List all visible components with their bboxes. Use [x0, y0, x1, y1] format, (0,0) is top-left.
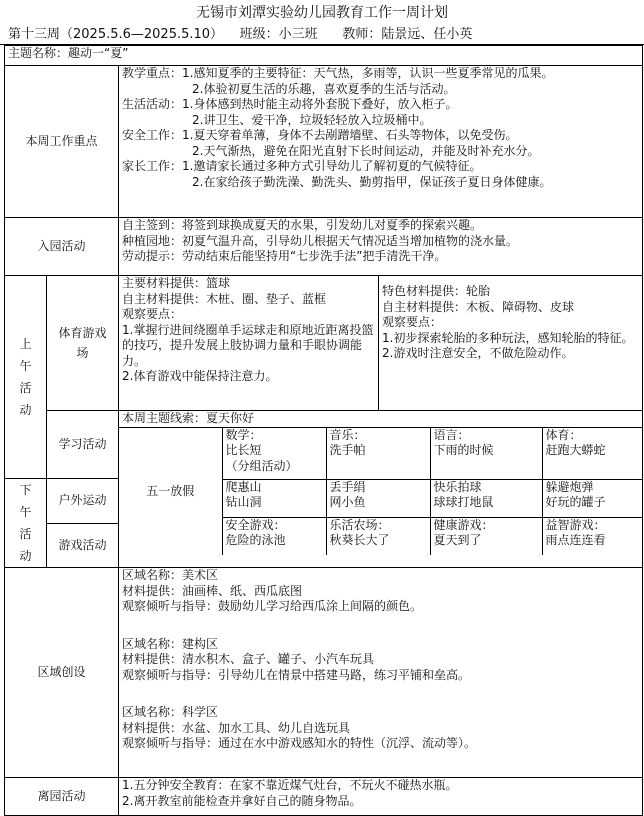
- sports-obs-title: 观察要点：: [122, 307, 183, 321]
- focus-line: 家长工作：1.邀请家长通过多种方式引导幼儿了解初夏的气候特征。: [122, 159, 482, 173]
- focus-line: 教学重点：1.感知夏季的主要特征：天气热，多雨等，认识一些夏季常见的瓜果。: [122, 66, 554, 80]
- learning-language: 语言： 下雨的时候: [430, 427, 542, 479]
- focus-line: 2.体验初夏生活的乐趣，喜欢夏季的生活与活动。: [192, 81, 456, 96]
- area-name: 区域名称：美术区: [122, 568, 219, 582]
- sports-obs-point: 1.掌握行进间绕圈单手运球走和原地近距离投篮的技巧，提升发展上肢协调力量和手眼协调能力。: [122, 322, 374, 368]
- activities-grid-cell: [119, 411, 643, 568]
- areas-content: [119, 568, 643, 778]
- focus-label: 本周工作重点: [5, 66, 119, 218]
- outdoor-item: 丢手绢 网小鱼: [326, 479, 430, 517]
- area-name: 区域名称：科学区: [122, 705, 219, 719]
- sports-obs-point: 2.体育游戏中能保持注意力。: [122, 369, 278, 383]
- focus-line: 2.天气渐热，避免在阳光直射下长时间运动，并能及时补充水分。: [192, 143, 540, 158]
- theme-name: 主题名称：趣动一“夏”: [5, 46, 643, 66]
- focus-line: 安全工作：1.夏天穿着单薄，身体不去剐蹭墙壁、石头等物体，以免受伤。: [122, 128, 518, 142]
- focus-line: 生活活动：1.身体感到热时能主动将外套脱下叠好，放入柜子。: [122, 97, 458, 111]
- game-label: 游戏活动: [47, 523, 119, 568]
- week-range: 第十三周（2025.5.6—2025.5.10）: [8, 27, 224, 42]
- sports-aux-material: 自主材料提供：木板、障碍物、皮球: [382, 299, 575, 314]
- sports-obs-title: 观察要点：: [382, 315, 443, 329]
- sports-obs-point: 1.初步探索轮胎的多种玩法，感知轮胎的特征。: [382, 330, 634, 345]
- class-label: 班级：小三班: [239, 27, 318, 42]
- area-guide: 观察倾听与指导：通过在水中游戏感知水的特性（沉浮、流动等）。: [122, 736, 477, 750]
- outdoor-item: 爬惠山 钻山洞: [222, 479, 326, 517]
- area-guide: 观察倾听与指导：鼓励幼儿学习给西瓜涂上间隔的颜色。: [122, 599, 423, 613]
- arrival-line: 自主签到：将签到球换成夏天的水果，引发幼儿对夏季的探索兴趣。: [122, 218, 483, 232]
- outdoor-item: 快乐拍球 球球打地鼠: [430, 479, 542, 517]
- game-item: 健康游戏： 夏天到了: [430, 517, 542, 555]
- theme-clue: 本周主题线索：夏天你好: [119, 411, 643, 427]
- activities-grid: [119, 411, 643, 555]
- sports-label: 体育游戏场: [47, 276, 119, 411]
- learning-label: 学习活动: [47, 411, 119, 479]
- game-item: 安全游戏： 危险的泳池: [222, 517, 326, 555]
- holiday-cell: 五一放假: [119, 427, 222, 555]
- sports-main-material: 主要材料提供：篮球: [122, 276, 231, 290]
- focus-content: [119, 66, 643, 218]
- page-title: 无锡市刘潭实验幼儿园教育工作一周计划: [196, 5, 448, 21]
- outdoor-item: 躲避炮弹 好玩的罐子: [542, 479, 643, 517]
- learning-math: 数学： 比长短 （分组活动）: [222, 427, 326, 479]
- leaving-label: 离园活动: [5, 778, 119, 816]
- focus-line: 2.讲卫生、爱干净，垃圾轻轻放入垃圾桶中。: [192, 112, 432, 127]
- arrival-label: 入园活动: [5, 218, 119, 276]
- outdoor-label: 户外运动: [47, 479, 119, 524]
- arrival-line: 劳动提示：劳动结束后能坚持用“七步洗手法”把手清洗干净。: [122, 249, 447, 263]
- area-guide: 观察倾听与指导：引导幼儿在情景中搭建马路，练习平铺和垒高。: [122, 667, 471, 682]
- leaving-content: [119, 778, 643, 816]
- area-material: 材料提供：水盆、加水工具、幼儿自选玩具: [122, 720, 351, 735]
- area-name: 区域名称：建构区: [122, 636, 219, 651]
- learning-music: 音乐： 洗手帕: [326, 427, 430, 479]
- morning-label: 上午活动: [5, 276, 47, 479]
- learning-pe: 体育： 赶跑大蟒蛇: [542, 427, 643, 479]
- arrival-content: [119, 218, 643, 276]
- sports-main-material: 特色材料提供：轮胎: [382, 284, 491, 298]
- leaving-line: 2.离开教室前能检查并拿好自己的随身物品。: [122, 793, 362, 808]
- game-item: 益智游戏： 雨点连连看: [542, 517, 643, 555]
- areas-label: 区域创设: [5, 568, 119, 778]
- sports-aux-material: 自主材料提供：木桩、圈、垫子、蓝框: [122, 291, 327, 306]
- week-header: [0, 26, 644, 45]
- arrival-line: 种植园地：初夏气温升高，引导幼儿根据天气情况适当增加植物的浇水量。: [122, 233, 519, 248]
- afternoon-label: 下午活动: [5, 479, 47, 568]
- game-item: 乐活农场： 秋葵长大了: [326, 517, 430, 555]
- weekly-plan-table: [4, 45, 643, 816]
- leaving-line: 1.五分钟安全教育：在家不靠近煤气灶台，不玩火不碰热水瓶。: [122, 778, 458, 792]
- sports-obs-point: 2.游戏时注意安全，不做危险动作。: [382, 346, 574, 360]
- area-material: 材料提供：清水积木、盒子、罐子、小汽车玩具: [122, 652, 375, 666]
- sports-left: [119, 276, 379, 411]
- focus-line: 2.在家给孩子勤洗澡、勤洗头、勤剪指甲，保证孩子夏日身体健康。: [192, 174, 552, 189]
- teacher-label: 教师：陆景远、任小英: [342, 27, 473, 42]
- sports-right: [379, 276, 643, 411]
- area-material: 材料提供：油画棒、纸、西瓜底图: [122, 583, 303, 598]
